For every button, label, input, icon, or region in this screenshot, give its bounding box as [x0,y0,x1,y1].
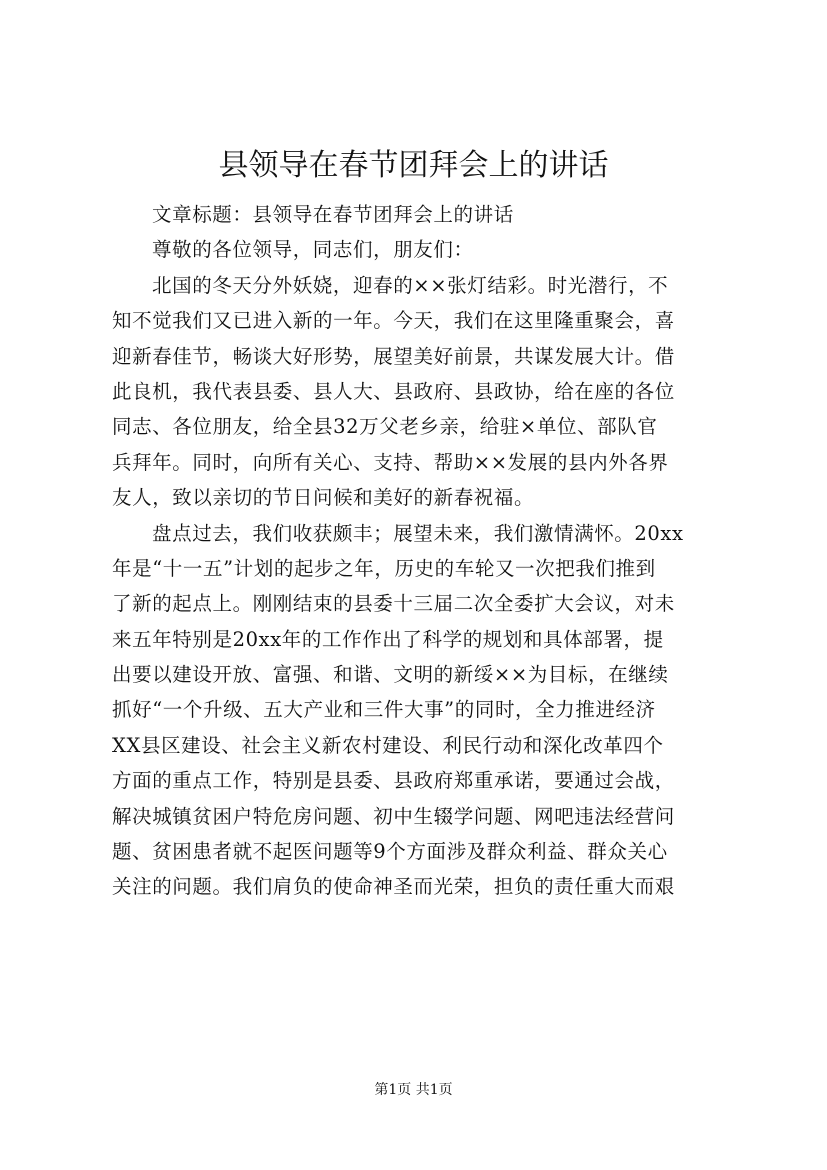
paragraph-line: 题、贫困患者就不起医问题等9个方面涉及群众利益、群众关心 [112,840,668,864]
paragraph-line: 出要以建设开放、富强、和谐、文明的新绥××为目标，在继续 [112,663,669,687]
paragraph-line: 此良机，我代表县委、县人大、县政府、县政协，给在座的各位 [112,379,675,403]
paragraph-line: 抓好“一个升级、五大产业和三件大事”的同时，全力推进经济 [112,698,656,722]
meta-title-line: 文章标题：县领导在春节团拜会上的讲话 [152,203,514,226]
paragraph-line: 知不觉我们又已进入新的一年。今天，我们在这里隆重聚会，喜 [112,309,675,333]
paragraph-line: 方面的重点工作，特别是县委、县政府郑重承诺，要通过会战， [112,769,675,793]
paragraph-line: 迎新春佳节，畅谈大好形势，展望美好前景，共谋发展大计。借 [112,344,675,368]
page-footer: 第1页 共1页 [374,1082,453,1098]
paragraph-line: 兵拜年。同时，向所有关心、支持、帮助××发展的县内外各界 [112,450,669,474]
paragraph-line: 来五年特别是20xx年的工作作出了科学的规划和具体部署，提 [112,627,664,651]
document-body [112,197,714,905]
document-title: 县领导在春节团拜会上的讲话 [218,148,609,183]
paragraph-line: 了新的起点上。刚刚结束的县委十三届二次全委扩大会议，对未 [112,592,675,616]
paragraph-line: 年是“十一五”计划的起步之年，历史的车轮又一次把我们推到 [112,556,656,580]
paragraph-line: 盘点过去，我们收获颇丰；展望未来，我们激情满怀。20xx [152,521,684,545]
salutation-line: 尊敬的各位领导，同志们，朋友们： [152,238,474,262]
paragraph-line: 同志、各位朋友，给全县32万父老乡亲，给驻×单位、部队官 [112,415,658,439]
paragraph-line: 解决城镇贫困户特危房问题、初中生辍学问题、网吧违法经营问 [112,804,675,828]
paragraph-line: 北国的冬天分外妖娆，迎春的××张灯结彩。时光潜行，不 [152,273,669,297]
paragraph-line: XX县区建设、社会主义新农村建设、利民行动和深化改革四个 [112,733,664,757]
paragraph-line: 关注的问题。我们肩负的使命神圣而光荣，担负的责任重大而艰 [112,875,675,899]
paragraph-line: 友人，致以亲切的节日问候和美好的新春祝福。 [112,486,535,510]
